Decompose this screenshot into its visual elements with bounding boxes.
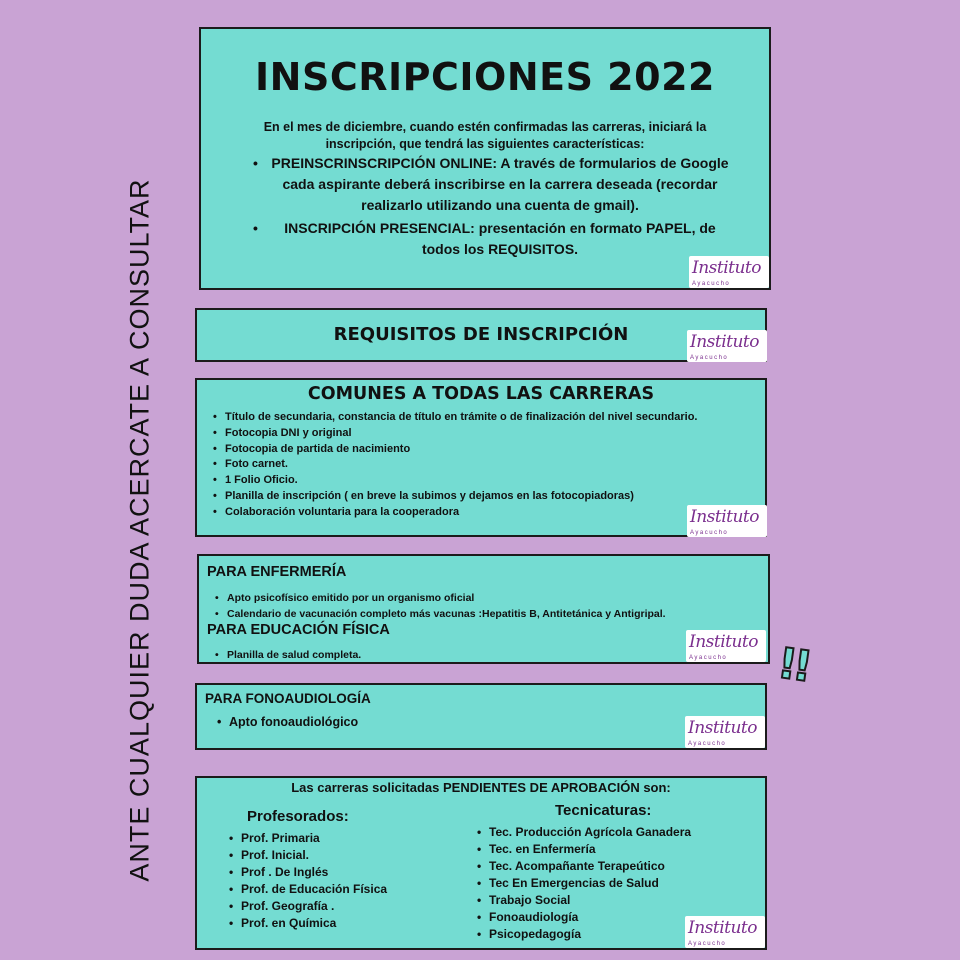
fonoaudiologia-title: PARA FONOAUDIOLOGÍA — [205, 691, 371, 706]
fonoaudiologia-list — [229, 715, 358, 729]
list-item: • Tec En Emergencias de Salud — [489, 875, 691, 892]
list-item: • Colaboración voluntaria para la cooperadora — [225, 505, 733, 521]
page-title: INSCRIPCIONES 2022 — [255, 55, 715, 99]
list-item: • Tec. Producción Agrícola Ganadera — [489, 824, 691, 841]
tecnicaturas-title: Tecnicaturas: — [555, 802, 652, 819]
list-item: • INSCRIPCIÓN PRESENCIAL: presentación en formato PAPEL, de todos los REQUISITOS. — [271, 218, 729, 260]
inscription-modes-list — [271, 153, 729, 262]
enfermeria-card — [197, 554, 770, 664]
comunes-card — [195, 378, 767, 537]
list-item: • Apto psicofísico emitido por un organismo oficial — [227, 590, 758, 606]
list-item: • Prof. Primaria — [241, 830, 387, 847]
comunes-list — [225, 410, 733, 521]
list-item: • Prof. de Educación Física — [241, 881, 387, 898]
list-item: • Planilla de inscripción ( en breve la subimos y dejamos en las fotocopiadoras) — [225, 489, 733, 505]
instituto-logo: Instituto Ayacucho — [689, 256, 769, 288]
instituto-logo: Instituto Ayacucho — [685, 716, 765, 748]
list-item: • Prof. Geografía . — [241, 898, 387, 915]
profesorados-title: Profesorados: — [247, 808, 349, 825]
side-text-consultar: ANTE CUALQUIER DUDA ACERCATE A CONSULTAR — [124, 178, 155, 882]
list-item: • Psicopedagogía — [489, 926, 691, 943]
requisitos-card — [195, 308, 767, 362]
pendientes-card — [195, 776, 767, 950]
list-item: • Trabajo Social — [489, 892, 691, 909]
list-item: • Prof . De Inglés — [241, 864, 387, 881]
inscripciones-card — [199, 27, 771, 290]
educacion-fisica-list — [227, 647, 758, 663]
list-item: • PREINSCRINSCRIPCIÓN ONLINE: A través de formularios de Google cada aspirante deberá inscribirse en la carrera deseada (recordar realizarlo utilizando una cuenta de gmail). — [271, 153, 729, 216]
list-item: • Planilla de salud completa. — [227, 647, 758, 663]
educacion-fisica-title: PARA EDUCACIÓN FÍSICA — [207, 622, 390, 638]
list-item: • Calendario de vacunación completo más vacunas :Hepatitis B, Antitetánica y Antigripal. — [227, 606, 758, 622]
instituto-logo: Instituto Ayacucho — [686, 630, 766, 662]
fonoaudiologia-card — [195, 683, 767, 750]
list-item: • Prof. Inicial. — [241, 847, 387, 864]
list-item: • Fotocopia de partida de nacimiento — [225, 442, 733, 458]
intro-text: En el mes de diciembre, cuando estén confirmadas las carreras, iniciará la inscripción, que tendrá las siguientes características: — [263, 120, 707, 151]
list-item: • Tec. Acompañante Terapeútico — [489, 858, 691, 875]
list-item: • Fonoaudiología — [489, 909, 691, 926]
list-item: • 1 Folio Oficio. — [225, 473, 733, 489]
profesorados-list — [241, 830, 387, 932]
instituto-logo: Instituto Ayacucho — [687, 505, 767, 537]
tecnicaturas-list — [489, 824, 691, 943]
list-item: • Apto fonoaudiológico — [229, 715, 358, 729]
pendientes-title: Las carreras solicitadas PENDIENTES DE APROBACIÓN son: — [291, 780, 671, 795]
instituto-logo: Instituto Ayacucho — [687, 330, 767, 362]
exclamation-marks: !! — [774, 638, 812, 691]
requisitos-title: REQUISITOS DE INSCRIPCIÓN — [333, 324, 629, 345]
list-item: • Prof. en Química — [241, 915, 387, 932]
list-item: • Título de secundaria, constancia de título en trámite o de finalización del nivel secundario. — [225, 410, 733, 426]
instituto-logo: Instituto Ayacucho — [685, 916, 765, 948]
enfermeria-list — [227, 590, 758, 622]
list-item: • Fotocopia DNI y original — [225, 426, 733, 442]
comunes-title: COMUNES A TODAS LAS CARRERAS — [307, 384, 655, 404]
enfermeria-title: PARA ENFERMERÍA — [207, 564, 347, 580]
list-item: • Foto carnet. — [225, 457, 733, 473]
list-item: • Tec. en Enfermería — [489, 841, 691, 858]
